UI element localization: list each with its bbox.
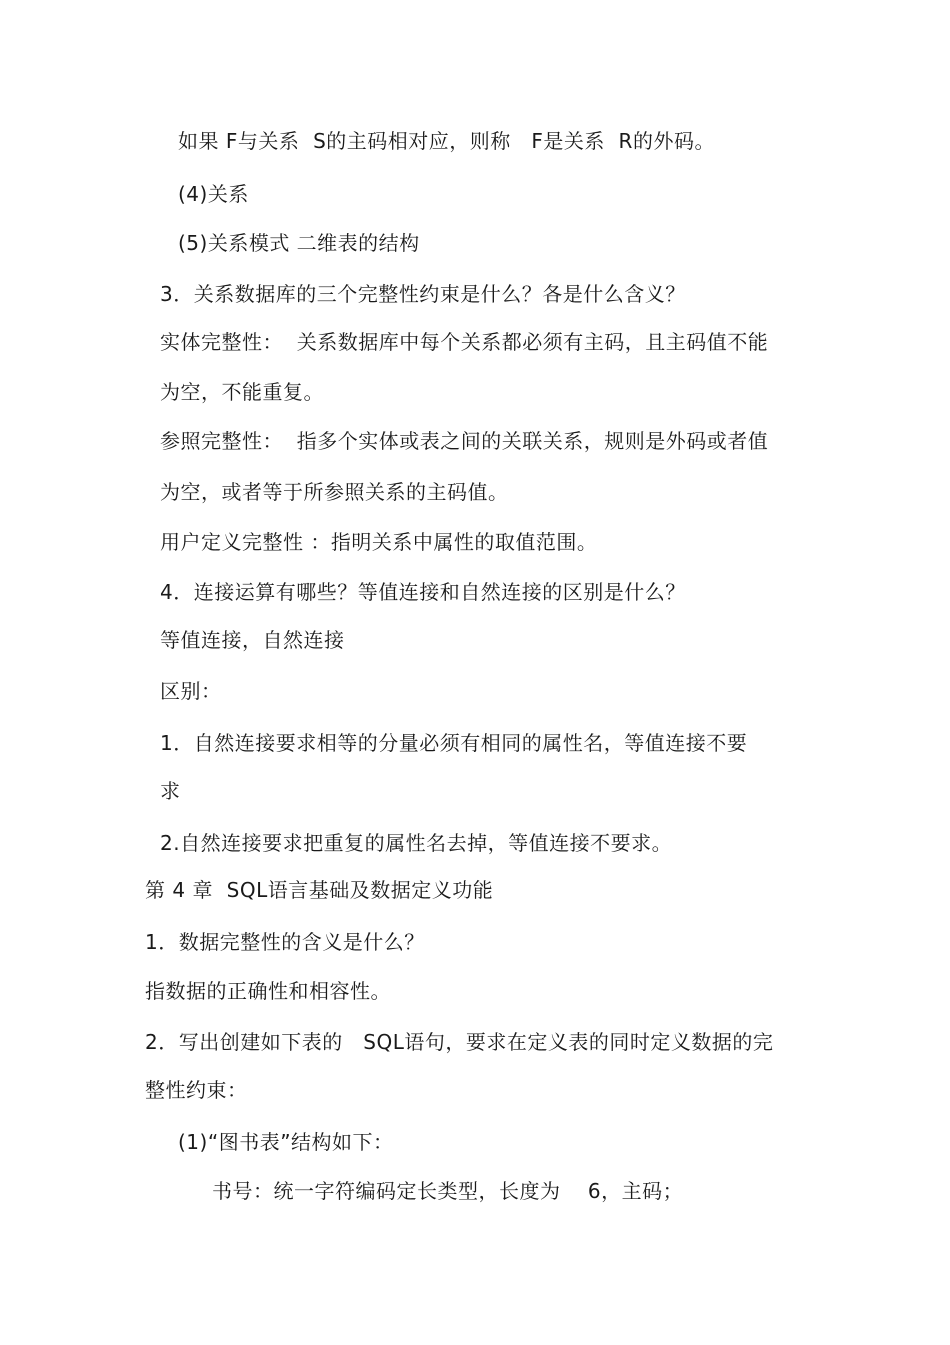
question-4: 4．连接运算有哪些？等值连接和自然连接的区别是什么？ — [160, 580, 686, 604]
text-line-difference-2: 2.自然连接要求把重复的属性名去掉，等值连接不要求。 — [160, 831, 673, 855]
text-line-book-id-field: 书号：统一字符编码定长类型，长度为 6，主码； — [212, 1179, 684, 1203]
question-chapter4-1: 1．数据完整性的含义是什么？ — [145, 930, 425, 954]
chapter-heading: 第 4 章 SQL语言基础及数据定义功能 — [145, 878, 494, 902]
text-line-entity-integrity-cont: 为空，不能重复。 — [160, 380, 324, 404]
question-chapter4-2-cont: 整性约束： — [145, 1078, 248, 1102]
text-line-entity-integrity: 实体完整性： 关系数据库中每个关系都必须有主码，且主码值不能 — [160, 330, 769, 354]
question-chapter4-2: 2．写出创建如下表的 SQL语句，要求在定义表的同时定义数据的完 — [145, 1030, 774, 1054]
text-line-difference-1-cont: 求 — [160, 779, 181, 803]
text-line-relation-schema: (5)关系模式 二维表的结构 — [178, 231, 420, 255]
text-line-referential-integrity: 参照完整性： 指多个实体或表之间的关联关系，规则是外码或者值 — [160, 429, 769, 453]
text-line-foreign-key: 如果 F与关系 S的主码相对应，则称 F是关系 R的外码。 — [178, 129, 715, 153]
text-line-difference-1: 1．自然连接要求相等的分量必须有相同的属性名，等值连接不要 — [160, 731, 748, 755]
text-line-relation: (4)关系 — [178, 182, 249, 206]
text-line-referential-integrity-cont: 为空，或者等于所参照关系的主码值。 — [160, 480, 509, 504]
text-line-difference-label: 区别： — [160, 679, 222, 703]
text-line-join-types: 等值连接，自然连接 — [160, 628, 345, 652]
text-line-user-defined-integrity: 用户定义完整性 ：指明关系中属性的取值范围。 — [160, 530, 598, 554]
question-3: 3．关系数据库的三个完整性约束是什么？各是什么含义？ — [160, 282, 686, 306]
text-line-book-table: (1)“图书表”结构如下： — [178, 1130, 394, 1154]
text-line-data-integrity-answer: 指数据的正确性和相容性。 — [145, 979, 391, 1003]
